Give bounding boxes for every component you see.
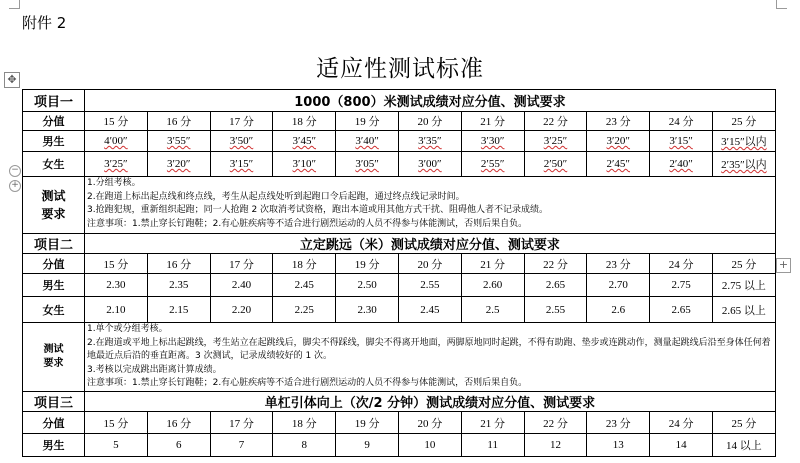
- attachment-label: 附件 2: [22, 14, 67, 32]
- value-cell: 3′45″: [273, 131, 336, 152]
- value-cell: 3′55″: [147, 131, 210, 152]
- requirement-line: 注意事项：1.禁止穿长钉跑鞋；2.有心脏疾病等不适合进行剧烈运动的人员不得参与体能测试，否则后果自负。: [87, 218, 528, 229]
- score-cell: 25 分: [712, 412, 775, 434]
- page-corner-mark: [776, 0, 787, 9]
- value-cell: 2.55: [524, 297, 587, 323]
- requirement-line: 1.单个或分组考核。: [87, 324, 168, 334]
- score-cell: 16 分: [147, 112, 210, 131]
- value-cell: 5: [85, 434, 148, 457]
- requirement-line: 注意事项：1.禁止穿长钉跑鞋；2.有心脏疾病等不适合进行剧烈运动的人员不得参与体能测试，否则后果自负。: [87, 378, 528, 388]
- value-cell: 2.40: [210, 274, 273, 297]
- score-cell: 22 分: [524, 412, 587, 434]
- male-row: [23, 434, 776, 457]
- requirement-line: 2.在跑道上标出起点线和终点线，考生从起点线处听到起跑口令后起跑，通过终点线记录时间。: [87, 191, 465, 202]
- score-label: 分值: [23, 112, 85, 131]
- score-label: 分值: [23, 412, 85, 434]
- value-cell: 2.70: [587, 274, 650, 297]
- score-cell: 24 分: [650, 254, 713, 274]
- value-cell: 3′00″: [398, 152, 461, 177]
- score-cell: 23 分: [587, 412, 650, 434]
- score-row: [23, 412, 776, 434]
- female-row: [23, 152, 776, 177]
- value-cell: 13: [587, 434, 650, 457]
- value-cell: 2.35: [147, 274, 210, 297]
- section-header-row: [23, 234, 776, 254]
- score-row: [23, 254, 776, 274]
- value-cell: 2.65: [524, 274, 587, 297]
- page-corner-mark: [9, 0, 20, 9]
- item-label: 项目一: [23, 90, 85, 112]
- score-cell: 15 分: [85, 412, 148, 434]
- value-cell: 2.65: [650, 297, 713, 323]
- score-cell: 17 分: [210, 254, 273, 274]
- value-cell: 2.60: [461, 274, 524, 297]
- value-cell: 4′00″: [85, 131, 148, 152]
- value-cell: 2′50″: [524, 152, 587, 177]
- value-cell: 2.55: [398, 274, 461, 297]
- score-cell: 22 分: [524, 254, 587, 274]
- value-cell: 2.25: [273, 297, 336, 323]
- male-label: 男生: [23, 274, 85, 297]
- male-label: 男生: [23, 131, 85, 152]
- requirements-row: [23, 323, 776, 392]
- value-cell: 3′10″: [273, 152, 336, 177]
- table-move-handle-icon[interactable]: ✥: [4, 72, 20, 88]
- value-cell: 9: [336, 434, 399, 457]
- value-cell: 2.6: [587, 297, 650, 323]
- value-cell: 3′50″: [210, 131, 273, 152]
- value-cell: 6: [147, 434, 210, 457]
- value-cell: 11: [461, 434, 524, 457]
- score-row: [23, 112, 776, 131]
- score-cell: 22 分: [524, 112, 587, 131]
- score-cell: 19 分: [336, 112, 399, 131]
- value-cell: 3′25″: [85, 152, 148, 177]
- value-cell: 10: [398, 434, 461, 457]
- column-insert-icon[interactable]: +: [776, 258, 791, 273]
- section-header-row: [23, 90, 776, 112]
- value-cell: 2.45: [273, 274, 336, 297]
- value-cell: 2.15: [147, 297, 210, 323]
- value-cell: 2.5: [461, 297, 524, 323]
- score-cell: 19 分: [336, 412, 399, 434]
- value-cell: 2.45: [398, 297, 461, 323]
- value-cell: 2.30: [85, 274, 148, 297]
- male-label: 男生: [23, 434, 85, 457]
- score-cell: 16 分: [147, 412, 210, 434]
- item-label: 项目三: [23, 392, 85, 412]
- score-cell: 21 分: [461, 112, 524, 131]
- score-cell: 25 分: [712, 112, 775, 131]
- document-title: 适应性测试标准: [316, 56, 484, 82]
- value-cell: 2.75: [650, 274, 713, 297]
- requirement-line: 3.抢跑犯规，重新组织起跑；同一人抢跑 2 次取消考试资格，跑出本道或用其他方式干扰、阻碍他人者不记录成绩。: [87, 205, 549, 215]
- male-row: [23, 274, 776, 297]
- value-cell: 2′40″: [650, 152, 713, 177]
- value-cell: 2′55″: [461, 152, 524, 177]
- requirements-label: 测试 要求: [23, 177, 85, 234]
- score-cell: 20 分: [398, 254, 461, 274]
- score-cell: 18 分: [273, 412, 336, 434]
- requirements-text: [85, 177, 776, 234]
- score-cell: 18 分: [273, 112, 336, 131]
- value-cell: 2.65 以上: [712, 297, 775, 323]
- value-cell: 14 以上: [712, 434, 775, 457]
- value-cell: 8: [273, 434, 336, 457]
- value-cell: 3′35″: [398, 131, 461, 152]
- score-cell: 25 分: [712, 254, 775, 274]
- score-cell: 18 分: [273, 254, 336, 274]
- section-title: 单杠引体向上（次/2 分钟）测试成绩对应分值、测试要求: [85, 392, 776, 412]
- female-label: 女生: [23, 152, 85, 177]
- score-cell: 20 分: [398, 112, 461, 131]
- requirement-line: 1.分组考核。: [87, 178, 141, 188]
- value-cell: 3′40″: [336, 131, 399, 152]
- score-cell: 17 分: [210, 412, 273, 434]
- score-cell: 24 分: [650, 112, 713, 131]
- value-cell: 3′20″: [587, 131, 650, 152]
- value-cell: 3′05″: [336, 152, 399, 177]
- score-cell: 17 分: [210, 112, 273, 131]
- section-header-row: [23, 392, 776, 412]
- requirement-line: 2.在跑道或平地上标出起跳线，考生站立在起跳线后，脚尖不得踩线，脚尖不得离开地面，两脚原地同时起跳，不得有助跑、垫步或连跳动作，测量起跳线后沿至身体任何着地最近点后沿的垂直距离。3 次测试，记录成绩较好的 1 次。: [87, 337, 771, 361]
- score-cell: 21 分: [461, 412, 524, 434]
- standards-table: [22, 89, 776, 457]
- value-cell: 7: [210, 434, 273, 457]
- value-cell: 2.20: [210, 297, 273, 323]
- score-cell: 16 分: [147, 254, 210, 274]
- female-row: [23, 297, 776, 323]
- score-cell: 20 分: [398, 412, 461, 434]
- section-title: 1000（800）米测试成绩对应分值、测试要求: [85, 90, 776, 112]
- value-cell: 3′30″: [461, 131, 524, 152]
- score-cell: 15 分: [85, 254, 148, 274]
- value-cell: 2.50: [336, 274, 399, 297]
- requirements-text: [85, 323, 776, 392]
- score-cell: 21 分: [461, 254, 524, 274]
- row-insert-icon[interactable]: +: [9, 180, 21, 192]
- section-title: 立定跳远（米）测试成绩对应分值、测试要求: [85, 234, 776, 254]
- value-cell: 3′25″: [524, 131, 587, 152]
- male-row: [23, 131, 776, 152]
- score-cell: 23 分: [587, 254, 650, 274]
- item-label: 项目二: [23, 234, 85, 254]
- value-cell: 3′20″: [147, 152, 210, 177]
- value-cell: 14: [650, 434, 713, 457]
- row-collapse-icon[interactable]: −: [9, 165, 21, 177]
- requirements-label: 测试 要求: [23, 323, 85, 392]
- requirements-row: [23, 177, 776, 234]
- score-label: 分值: [23, 254, 85, 274]
- value-cell: 3′15″: [650, 131, 713, 152]
- value-cell: 2.30: [336, 297, 399, 323]
- value-cell: 3′15″: [210, 152, 273, 177]
- score-cell: 23 分: [587, 112, 650, 131]
- value-cell: 3′15″以内: [712, 131, 775, 152]
- value-cell: 2.75 以上: [712, 274, 775, 297]
- score-cell: 19 分: [336, 254, 399, 274]
- value-cell: 12: [524, 434, 587, 457]
- value-cell: 2.10: [85, 297, 148, 323]
- value-cell: 2′45″: [587, 152, 650, 177]
- requirement-line: 3.考核以完成跳出距离计算成绩。: [87, 364, 222, 375]
- score-cell: 15 分: [85, 112, 148, 131]
- value-cell: 2′35″以内: [712, 152, 775, 177]
- score-cell: 24 分: [650, 412, 713, 434]
- female-label: 女生: [23, 297, 85, 323]
